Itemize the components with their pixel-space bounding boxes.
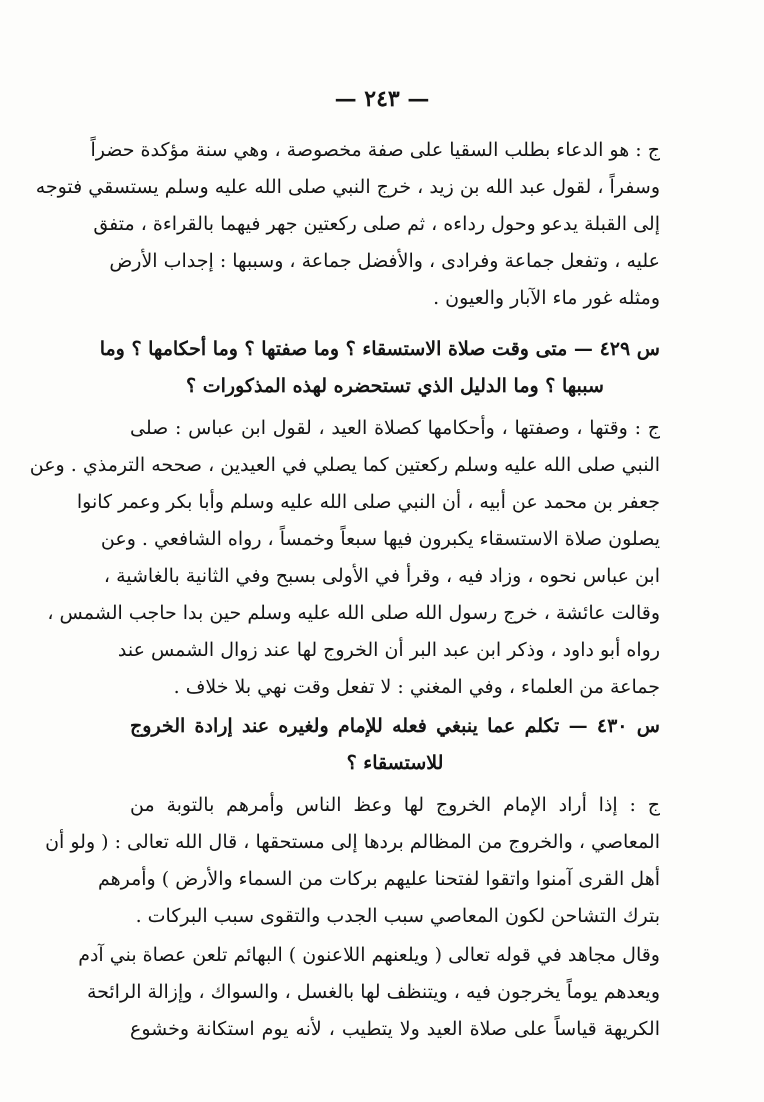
question-block bbox=[130, 708, 660, 782]
text-line: أهل القرى آمنوا واتقوا لفتحنا عليهم بركات من السماء والأرض ) وأمرهم bbox=[97, 868, 660, 890]
text-line: المعاصي ، والخروج من المظالم بردها إلى مستحقها ، قال الله تعالى : ( ولو أن bbox=[45, 831, 660, 853]
paragraph-block bbox=[78, 937, 660, 1048]
text-line: عليه ، وتفعل جماعة وفرادى ، والأفضل جماعة ، وسببها : إجداب الأرض bbox=[109, 250, 660, 272]
text-line: وقالت عائشة ، خرج رسول الله صلى الله عليه وسلم حين بدا حاجب الشمس ، bbox=[47, 602, 660, 624]
text-line: وقال مجاهد في قوله تعالى ( ويلعنهم اللاعنون ) البهائم تلعن عصاة بني آدم bbox=[78, 944, 660, 966]
question-line: س ٤٢٩ — متى وقت صلاة الاستسقاء ؟ وما صفتها ؟ وما أحكامها ؟ وما bbox=[99, 338, 660, 360]
text-line: جماعة من العلماء ، وفي المغني : لا تفعل وقت نهي بلا خلاف . bbox=[173, 676, 660, 698]
answer-block bbox=[29, 410, 660, 706]
text-line: الكريهة قياساً على صلاة العيد ولا يتطيب ، لأنه يوم استكانة وخشوع bbox=[130, 1018, 660, 1040]
answer-block bbox=[35, 132, 660, 317]
text-line: النبي صلى الله عليه وسلم ركعتين كما يصلي في العيدين ، صححه الترمذي . وعن bbox=[29, 454, 660, 476]
question-line: س ٤٣٠ — تكلم عما ينبغي فعله للإمام ولغيره عند إرادة الخروج bbox=[130, 715, 661, 737]
text-line: ومثله غور ماء الآبار والعيون . bbox=[433, 287, 660, 309]
text-line: إلى القبلة يدعو وحول رداءه ، ثم صلى ركعتين جهر فيهما بالقراءة ، متفق bbox=[93, 213, 660, 235]
text-line: بترك التشاحن لكون المعاصي سبب الجدب والتقوى سبب البركات . bbox=[135, 905, 660, 927]
page-number: — ٢٤٣ — bbox=[334, 86, 430, 112]
text-line: رواه أبو داود ، وذكر ابن عبد البر أن الخروج لها عند زوال الشمس عند bbox=[117, 639, 660, 661]
text-line: ابن عباس نحوه ، وزاد فيه ، وقرأ في الأولى بسبح وفي الثانية بالغاشية ، bbox=[103, 565, 660, 587]
text-line: ج : وقتها ، وصفتها ، وأحكامها كصلاة العيد ، لقول ابن عباس : صلى bbox=[130, 417, 660, 439]
question-line: سببها ؟ وما الدليل الذي تستحضره لهذه المذكورات ؟ bbox=[186, 375, 604, 397]
text-line: جعفر بن محمد عن أبيه ، أن النبي صلى الله عليه وسلم وأبا بكر وعمر كانوا bbox=[76, 491, 660, 513]
answer-block bbox=[45, 787, 660, 935]
question-block bbox=[99, 331, 660, 405]
text-line: وسفراً ، لقول عبد الله بن زيد ، خرج النبي صلى الله عليه وسلم يستسقي فتوجه bbox=[35, 176, 660, 198]
question-line: للاستسقاء ؟ bbox=[346, 752, 444, 774]
text-line: ويعدهم يوماً يخرجون فيه ، ويتنظف لها بالغسل ، والسواك ، وإزالة الرائحة bbox=[86, 981, 660, 1003]
text-line: ج : هو الدعاء بطلب السقيا على صفة مخصوصة ، وهي سنة مؤكدة حضراً bbox=[90, 139, 660, 161]
text-line: يصلون صلاة الاستسقاء يكبرون فيها سبعاً وخمساً ، رواه الشافعي . وعن bbox=[100, 528, 660, 550]
text-line: ج : إذا أراد الإمام الخروج لها وعظ الناس وأمرهم بالتوبة من bbox=[130, 794, 660, 816]
